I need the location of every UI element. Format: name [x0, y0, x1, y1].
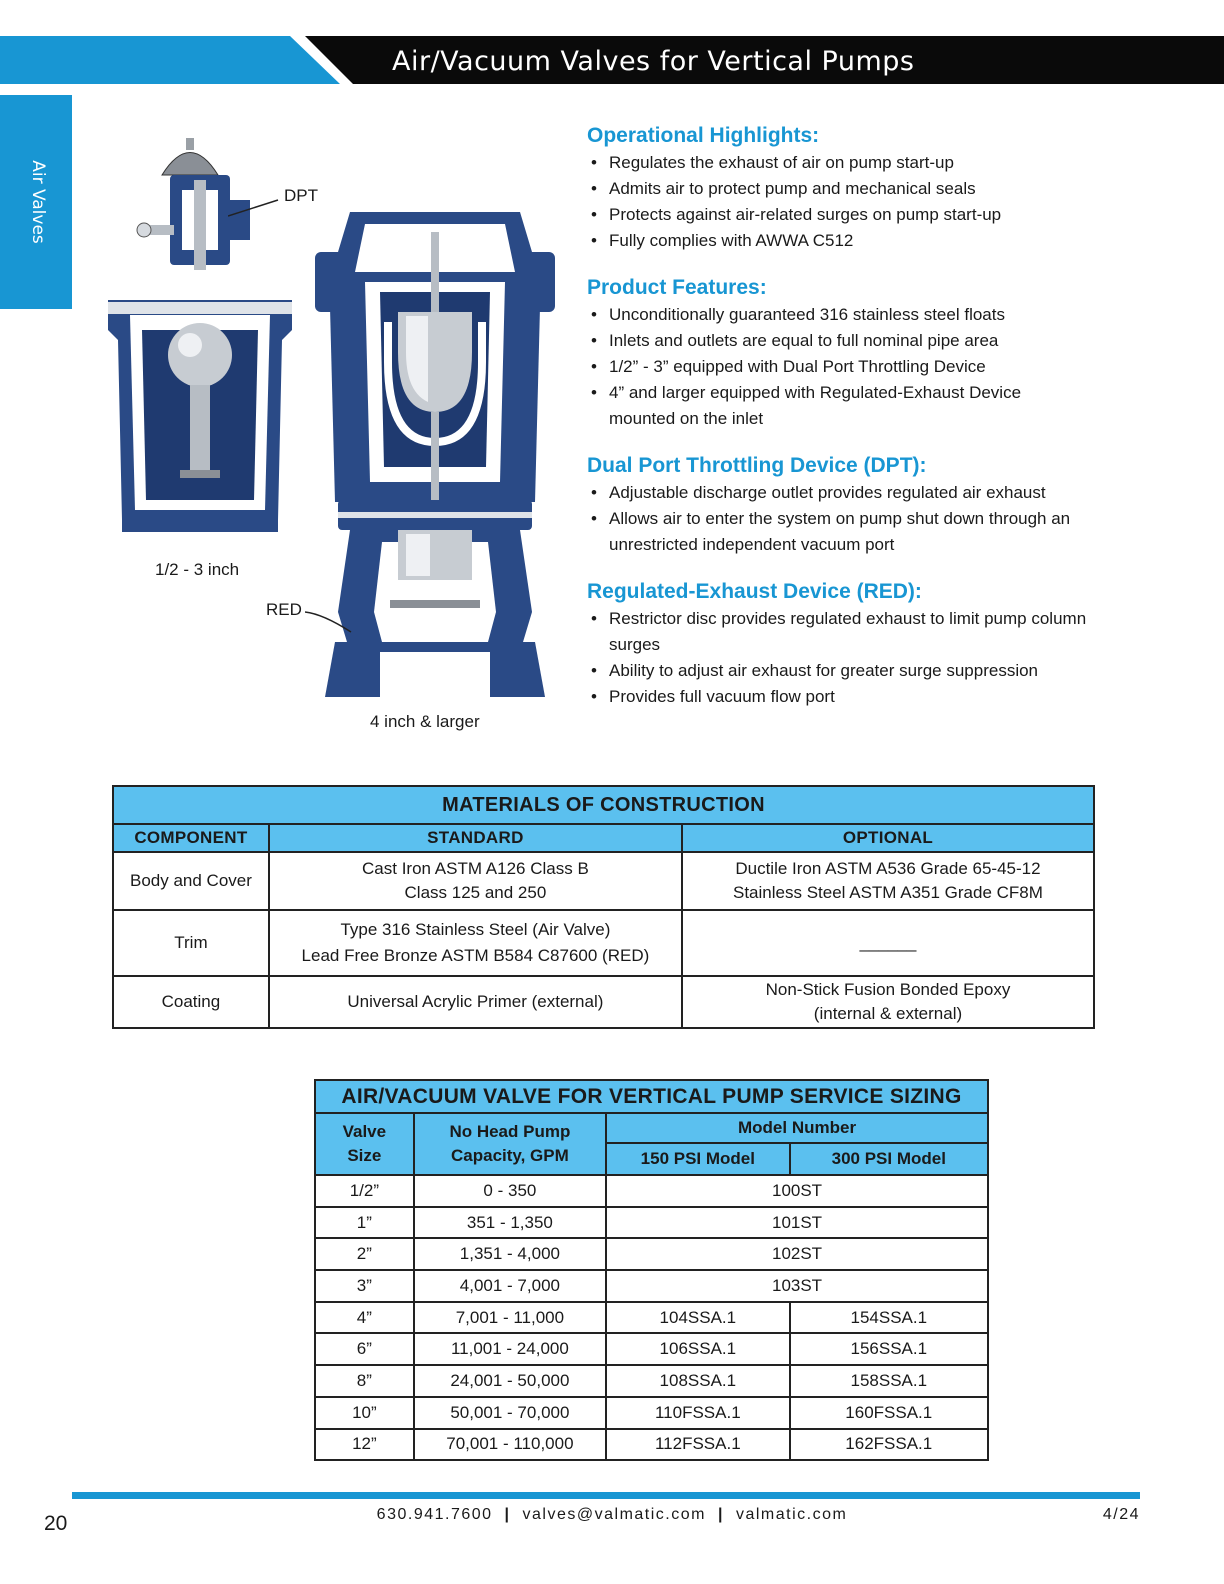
red-label: RED — [266, 600, 302, 619]
capacity-cell: 24,001 - 50,000 — [414, 1365, 606, 1397]
size-cell: 8” — [315, 1365, 414, 1397]
cell-line: Type 316 Stainless Steel (Air Valve) — [340, 920, 611, 939]
standard-cell — [269, 910, 682, 976]
cell-line: Lead Free Bronze ASTM B584 C87600 (RED) — [301, 946, 650, 965]
size-cell: 6” — [315, 1333, 414, 1365]
list-item: • 1/2” - 3” equipped with Dual Port Throttling Device — [587, 354, 1087, 380]
psi300-cell: 160FSSA.1 — [790, 1397, 988, 1429]
red-leader-line — [305, 606, 355, 636]
table-row — [315, 1207, 988, 1239]
cell-line: Class 125 and 250 — [404, 883, 547, 902]
list-item: • Ability to adjust air exhaust for greater surge suppression — [587, 658, 1107, 684]
list-item: • Inlets and outlets are equal to full nominal pipe area — [587, 328, 1087, 354]
psi300-cell: 162FSSA.1 — [790, 1429, 988, 1461]
cell-line: Cast Iron ASTM A126 Class B — [362, 859, 589, 878]
sizing-table — [314, 1079, 989, 1461]
footer-contact — [0, 1506, 1224, 1524]
red-section — [587, 578, 1207, 710]
header-line: Valve — [342, 1122, 387, 1141]
header-line: No Head Pump — [449, 1122, 571, 1141]
capacity-cell: 50,001 - 70,000 — [414, 1397, 606, 1429]
page-number: 20 — [44, 1512, 68, 1535]
psi150-cell: 112FSSA.1 — [606, 1429, 789, 1461]
table-row — [113, 976, 1094, 1028]
header-line: Size — [347, 1146, 382, 1165]
materials-table-title: MATERIALS OF CONSTRUCTION — [113, 786, 1094, 824]
list-item: • Protects against air-related surges on pump start-up — [587, 202, 1207, 228]
side-tab-label: Air Valves — [28, 160, 48, 244]
page-title: Air/Vacuum Valves for Vertical Pumps — [392, 46, 915, 77]
capacity-cell: 11,001 - 24,000 — [414, 1333, 606, 1365]
list-item: • Provides full vacuum flow port — [587, 684, 1107, 710]
component-cell: Coating — [113, 976, 269, 1028]
model-cell: 102ST — [606, 1238, 988, 1270]
psi150-cell: 108SSA.1 — [606, 1365, 789, 1397]
size-cell: 3” — [315, 1270, 414, 1302]
dpt-leader-line — [228, 194, 280, 218]
component-cell: Body and Cover — [113, 852, 269, 910]
standard-cell — [269, 852, 682, 910]
table-row — [315, 1302, 988, 1334]
psi300-header: 300 PSI Model — [790, 1143, 988, 1175]
list-item: • Allows air to enter the system on pump shut down through an unrestricted independent vacuum port — [587, 506, 1117, 558]
section-title: Operational Highlights: — [587, 124, 820, 147]
list-item: • Restrictor disc provides regulated exhaust to limit pump column surges — [587, 606, 1107, 658]
capacity-cell: 7,001 - 11,000 — [414, 1302, 606, 1334]
optional-cell — [682, 852, 1094, 910]
large-valve-size-label: 4 inch & larger — [370, 712, 480, 731]
phone-number: 630.941.7600 — [376, 1506, 493, 1523]
list-item: • Regulates the exhaust of air on pump start-up — [587, 150, 1207, 176]
header-accent-bar — [0, 36, 340, 84]
table-row — [315, 1333, 988, 1365]
size-cell: 2” — [315, 1238, 414, 1270]
valve-size-header — [315, 1113, 414, 1175]
small-valve-size-label: 1/2 - 3 inch — [155, 560, 240, 579]
table-row — [315, 1238, 988, 1270]
website-link[interactable]: valmatic.com — [735, 1506, 848, 1523]
table-row — [315, 1365, 988, 1397]
section-title: Regulated-Exhaust Device (RED): — [587, 580, 922, 603]
psi150-header: 150 PSI Model — [606, 1143, 789, 1175]
large-valve-illustration — [310, 212, 560, 712]
list-item: • 4” and larger equipped with Regulated-Exhaust Device mounted on the inlet — [587, 380, 1087, 432]
table-row — [315, 1270, 988, 1302]
psi300-cell: 156SSA.1 — [790, 1333, 988, 1365]
model-cell: 100ST — [606, 1175, 988, 1207]
section-title: Product Features: — [587, 276, 767, 299]
psi300-cell: 158SSA.1 — [790, 1365, 988, 1397]
capacity-cell: 1,351 - 4,000 — [414, 1238, 606, 1270]
cell-line: Non-Stick Fusion Bonded Epoxy — [765, 980, 1011, 999]
psi150-cell: 106SSA.1 — [606, 1333, 789, 1365]
optional-cell — [682, 976, 1094, 1028]
list-item: • Admits air to protect pump and mechanical seals — [587, 176, 1207, 202]
cell-line: Stainless Steel ASTM A351 Grade CF8M — [733, 883, 1043, 902]
model-number-header: Model Number — [606, 1113, 988, 1143]
model-cell: 103ST — [606, 1270, 988, 1302]
feature-sections — [587, 122, 1207, 730]
footer-rule — [72, 1492, 1140, 1499]
capacity-cell: 4,001 - 7,000 — [414, 1270, 606, 1302]
standard-cell: Universal Acrylic Primer (external) — [269, 976, 682, 1028]
dpt-section — [587, 452, 1207, 558]
model-cell: 101ST — [606, 1207, 988, 1239]
optional-cell: ______ — [682, 910, 1094, 976]
materials-table — [112, 785, 1095, 1029]
size-cell: 12” — [315, 1429, 414, 1461]
capacity-header — [414, 1113, 606, 1175]
cell-line: (internal & external) — [813, 1004, 963, 1023]
psi150-cell: 110FSSA.1 — [606, 1397, 789, 1429]
email-link[interactable]: valves@valmatic.com — [522, 1506, 706, 1523]
table-row — [315, 1397, 988, 1429]
capacity-cell: 70,001 - 110,000 — [414, 1429, 606, 1461]
size-cell: 10” — [315, 1397, 414, 1429]
capacity-cell: 0 - 350 — [414, 1175, 606, 1207]
footer-separator: | — [717, 1506, 724, 1523]
table-row — [113, 910, 1094, 976]
size-cell: 1” — [315, 1207, 414, 1239]
component-cell: Trim — [113, 910, 269, 976]
header-line: Capacity, GPM — [451, 1146, 569, 1165]
table-row — [315, 1175, 988, 1207]
column-header: COMPONENT — [113, 824, 269, 852]
psi150-cell: 104SSA.1 — [606, 1302, 789, 1334]
list-item: • Fully complies with AWWA C512 — [587, 228, 1207, 254]
column-header: OPTIONAL — [682, 824, 1094, 852]
size-cell: 4” — [315, 1302, 414, 1334]
table-row — [113, 852, 1094, 910]
section-title: Dual Port Throttling Device (DPT): — [587, 454, 927, 477]
column-header: STANDARD — [269, 824, 682, 852]
publication-date: 4/24 — [1102, 1506, 1140, 1523]
sizing-table-title: AIR/VACUUM VALVE FOR VERTICAL PUMP SERVICE SIZING — [315, 1080, 988, 1113]
table-row — [315, 1429, 988, 1461]
cell-line: Ductile Iron ASTM A536 Grade 65-45-12 — [735, 859, 1041, 878]
psi300-cell: 154SSA.1 — [790, 1302, 988, 1334]
list-item: • Adjustable discharge outlet provides regulated air exhaust — [587, 480, 1117, 506]
capacity-cell: 351 - 1,350 — [414, 1207, 606, 1239]
list-item: • Unconditionally guaranteed 316 stainless steel floats — [587, 302, 1087, 328]
dpt-label: DPT — [284, 186, 318, 205]
footer-separator: | — [504, 1506, 511, 1523]
product-features-section — [587, 274, 1207, 432]
operational-highlights-section — [587, 122, 1207, 254]
size-cell: 1/2” — [315, 1175, 414, 1207]
small-valve-illustration — [100, 130, 300, 550]
